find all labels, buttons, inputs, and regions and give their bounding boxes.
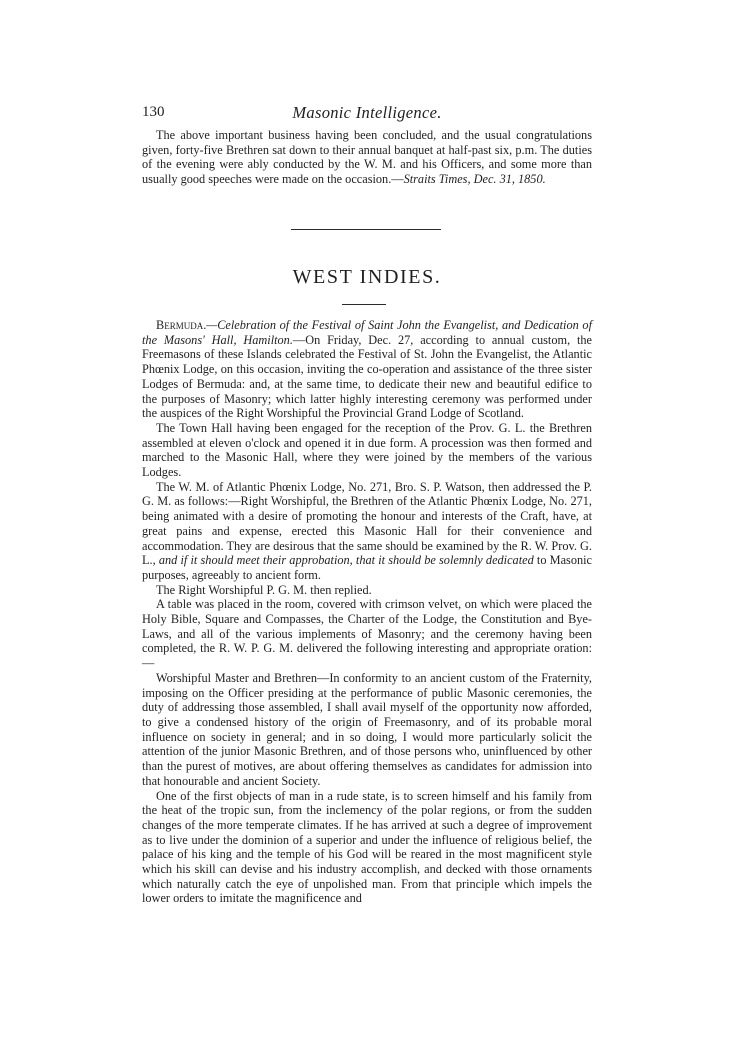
intro-block	[142, 128, 592, 187]
article-place: Bermuda.	[156, 318, 207, 332]
oration-paragraph: Worshipful Master and Brethren—In conformity to an ancient custom of the Fraternity, imposing on the Officer presiding at the performance of public Masonic ceremonies, the duty of addressing those assembled, I shall avail myself of the opportunity now afforded, to give a condensed history of the origin of Freemasonry, and of its probable moral influence on society in general; and in so doing, I would more particularly solicit the attention of the junior Masonic Brethren, and of those persons who, uninfluenced by other than the purest of motives, are about offering themselves as candidates for admission into that honourable and ancient Society.	[142, 670, 592, 788]
article-paragraph: A table was placed in the room, covered with crimson velvet, on which were placed the Holy Bible, Square and Compasses, the Charter of the Lodge, the Constitution and Bye-Laws, and all of the various implements of Masonry; and the ceremony having been completed, the R. W. P. G. M. delivered the following interesting and appropriate oration:—	[142, 597, 592, 671]
article-lead-paragraph	[142, 318, 592, 421]
article-body	[142, 318, 592, 906]
article-paragraph	[142, 480, 592, 583]
paragraph-segment: The W. M. of Atlantic Phœnix Lodge, No. 271, Bro. S. P. Watson, then addressed the P. G. M. as follows:—Right Worshipful, the Brethren of the Atlantic Phœnix Lodge, No. 271, being animated with a desire of promoting the honour and interests of the Craft, have, at great pains and expense, erected this Masonic Hall for their convenience and accommodation. They are desirous that the same should be examined by the R. W. Prov. G. L.,	[142, 479, 592, 568]
section-divider	[291, 229, 441, 230]
paragraph-segment: to Masonic purposes, agreeably to ancient form.	[142, 553, 593, 582]
article-heading: —Celebration of the Festival of Saint John the Evangelist, and Dedication of the Masons' Hall, Hamilton.	[142, 318, 592, 347]
page-header	[142, 104, 592, 124]
article-paragraph: The Right Worshipful P. G. M. then replied.	[156, 582, 372, 597]
intro-paragraph	[142, 128, 592, 187]
section-title: WEST INDIES.	[292, 266, 442, 288]
page-number: 130	[142, 104, 165, 120]
oration-paragraph: One of the first objects of man in a rude state, is to screen himself and his family from the heat of the tropic sun, from the inclemency of the polar regions, or from the sudden changes of the more temperate climates. If he has arrived at such a degree of improvement as to live under the dominion of a superior and under the influence of religious belief, the palace of his king and the temple of his God will be reared in the most magnificent style which his skill can devise and his industry accomplish, and decked with those ornaments which naturally catch the eye of unpolished man. From that principle which impels the lower orders to imitate the magnificence and	[142, 788, 592, 906]
article-lead: —On Friday, Dec. 27, according to annual custom, the Freemasons of these Islands celebrated the Festival of St. John the Evangelist, the Atlantic Phœnix Lodge, on this occasion, inviting the co-operation and assistance of the three sister Lodges of Bermuda: and, at the same time, to dedicate their new and beautiful edifice to the purposes of Masonry; which latter highly interesting ceremony was performed under the auspices of the Right Worshipful the Provincial Grand Lodge of Scotland.	[142, 332, 593, 421]
paragraph-italic-segment: and if it should meet their approbation, that it should be solemnly dedicated	[158, 553, 534, 568]
running-title: Masonic Intelligence.	[292, 103, 442, 122]
article-paragraph: The Town Hall having been engaged for the reception of the Prov. G. L. the Brethren assembled at eleven o'clock and opened it in due form. A procession was then formed and marched to the Masonic Hall, where they were joined by the members of the various Lodges.	[142, 420, 592, 480]
intro-text: The above important business having been concluded, and the usual congratulations given, forty-five Brethren sat down to their annual banquet at half-past six, p.m. The duties of the evening were ably conducted by the W. M. and his Officers, and some more than usually good speeches were made on the occasion.—	[142, 128, 592, 187]
intro-source: Straits Times, Dec. 31, 1850.	[403, 172, 546, 187]
title-underline	[342, 304, 386, 305]
